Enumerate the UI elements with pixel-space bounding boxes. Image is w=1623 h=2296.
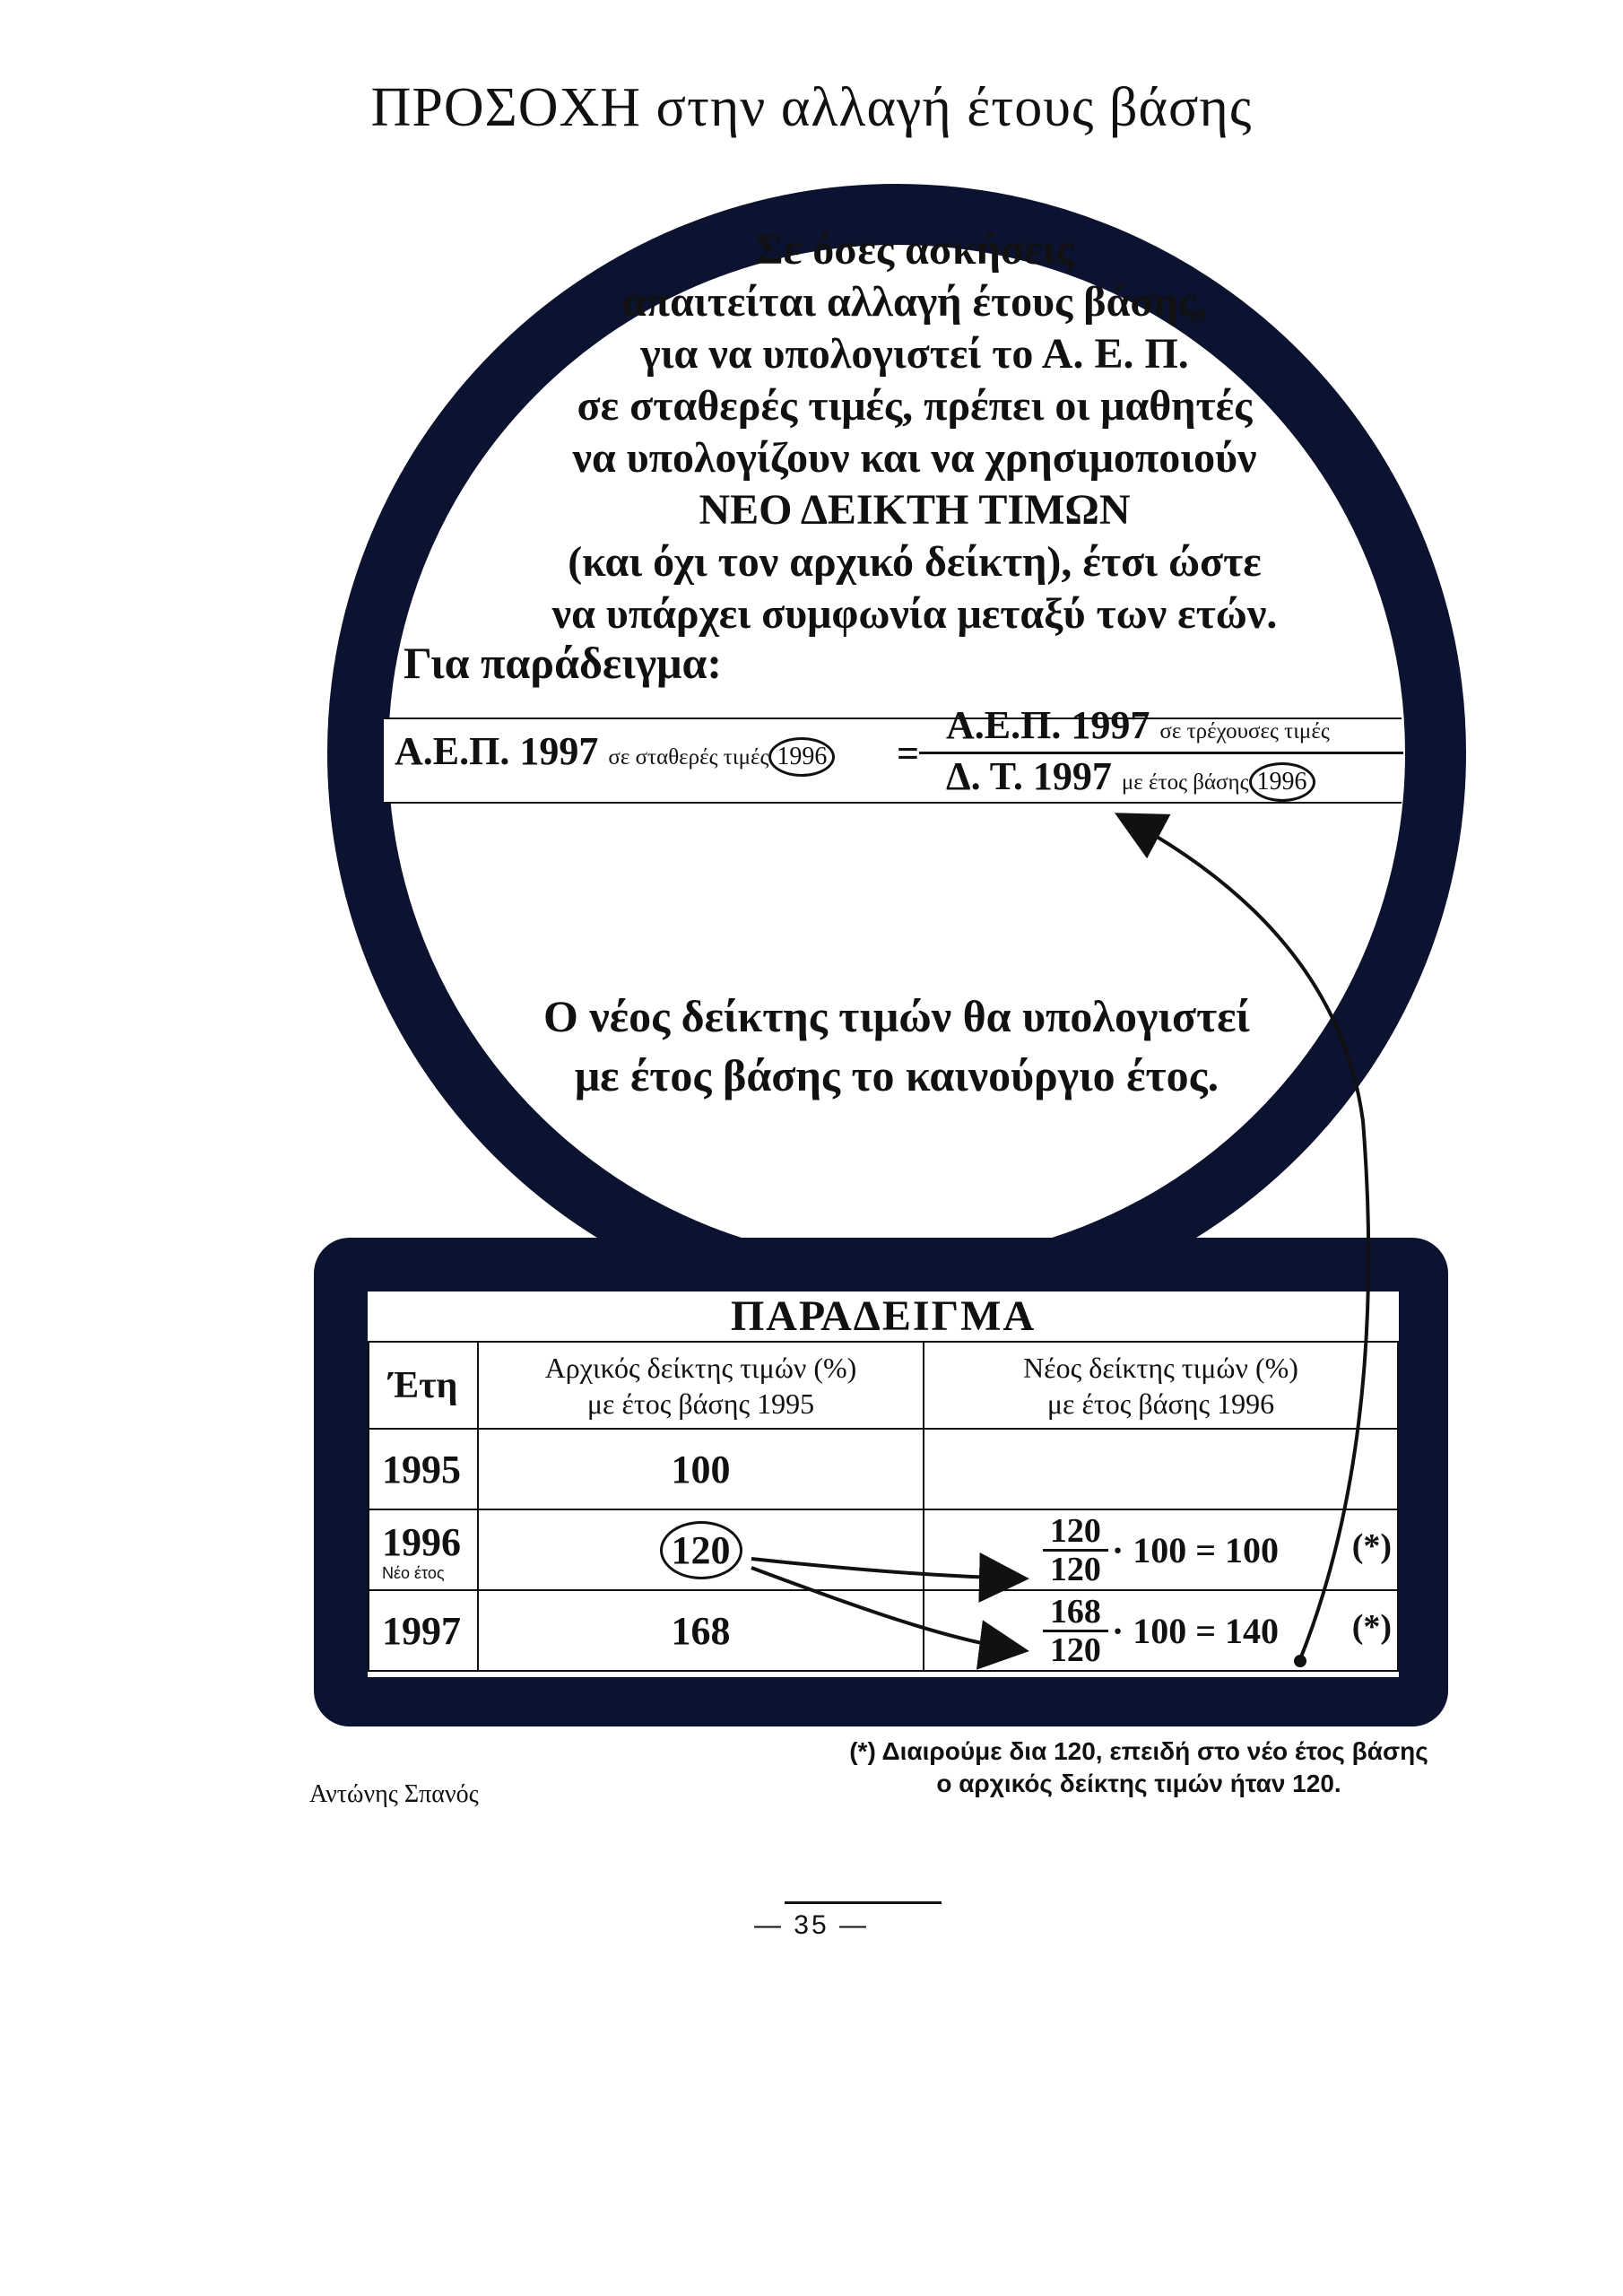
- intro-line: για να υπολογιστεί το Α. Ε. Π.: [640, 330, 1189, 378]
- calc-result: · 100 = 140: [1111, 1610, 1280, 1651]
- year-cell: 1995: [369, 1429, 478, 1509]
- arrow-120-to-1996: [751, 1559, 1022, 1578]
- footnote: [816, 1735, 1462, 1800]
- col-header-line: με έτος βάσης 1996: [1046, 1387, 1275, 1420]
- year-value: 1996: [382, 1519, 461, 1564]
- intro-line: να υπάρχει συμφωνία μεταξύ των ετών.: [551, 590, 1278, 638]
- formula-left-small: σε σταθερές τιμές: [608, 745, 769, 770]
- note-line: με έτος βάσης το καινούργιο έτος.: [574, 1050, 1219, 1100]
- intro-line: ΝΕΟ ΔΕΙΚΤΗ ΤΙΜΩΝ: [699, 486, 1131, 534]
- original-index-cell: 168: [478, 1590, 924, 1671]
- intro-line: σε σταθερές τιμές, πρέπει οι μαθητές: [577, 382, 1253, 430]
- footnote-marker: (*): [1351, 1608, 1392, 1646]
- arrow-start-dot: [1294, 1655, 1306, 1667]
- formula-left-main: Α.Ε.Π. 1997: [395, 729, 599, 773]
- base-year-ring: 1996: [1249, 762, 1315, 802]
- col-header-line: με έτος βάσης 1995: [586, 1387, 815, 1420]
- denominator-small: με έτος βάσης: [1121, 770, 1249, 795]
- fraction-numerator: 168: [1043, 1594, 1108, 1632]
- col-header-line: Νέος δείκτης τιμών (%): [1023, 1351, 1298, 1384]
- intro-line: Σε όσες ασκήσεις: [755, 226, 1074, 274]
- arrow-120-to-1997: [751, 1568, 1022, 1650]
- original-index-cell: 100: [478, 1429, 924, 1509]
- fraction-denominator: 120: [1049, 1550, 1101, 1588]
- intro-line: να υπολογίζουν και να χρησιμοποιούν: [572, 434, 1257, 482]
- arrow-to-new-index: [1121, 816, 1368, 1659]
- formula-equals: =: [897, 732, 920, 776]
- footnote-marker: (*): [1351, 1527, 1392, 1565]
- fraction-denominator: 120: [1049, 1631, 1101, 1669]
- fraction-numerator: 120: [1043, 1513, 1108, 1552]
- base-year-ring: 1996: [768, 737, 835, 777]
- example-label: Για παράδειγμα:: [404, 638, 723, 688]
- intro-line: (και όχι τον αρχικό δείκτη), έτσι ώστε: [568, 538, 1262, 586]
- intro-line: απαιτείται αλλαγή έτους βάσης,: [621, 278, 1207, 326]
- col-header-line: Αρχικός δείκτης τιμών (%): [544, 1351, 857, 1384]
- col-header-years: Έτη: [369, 1342, 478, 1429]
- numerator-main: Α.Ε.Π. 1997: [946, 703, 1150, 747]
- page-number: — 35 —: [753, 1910, 870, 1940]
- author: Αντώνης Σπανός: [309, 1780, 479, 1808]
- calc-result: · 100 = 100: [1111, 1529, 1280, 1570]
- page-title: ΠΡΟΣΟΧΗ στην αλλαγή έτους βάσης: [370, 77, 1253, 138]
- denominator-main: Δ. Τ. 1997: [946, 754, 1112, 798]
- table-caption: ΠΑΡΑΔΕΙΓΜΑ: [369, 1292, 1398, 1342]
- footnote-line: (*) Διαιρούμε δια 120, επειδή στο νέο έτος βάσης: [849, 1737, 1428, 1765]
- year-cell: 1997: [369, 1590, 478, 1671]
- footnote-line: ο αρχικός δείκτης τιμών ήταν 120.: [936, 1770, 1341, 1797]
- page-number-rule: [785, 1901, 942, 1904]
- note-line: Ο νέος δείκτης τιμών θα υπολογιστεί: [543, 991, 1250, 1041]
- numerator-small: σε τρέχουσες τιμές: [1159, 719, 1330, 744]
- new-year-note: Νέο έτος: [382, 1563, 445, 1582]
- circled-value: 120: [660, 1521, 742, 1579]
